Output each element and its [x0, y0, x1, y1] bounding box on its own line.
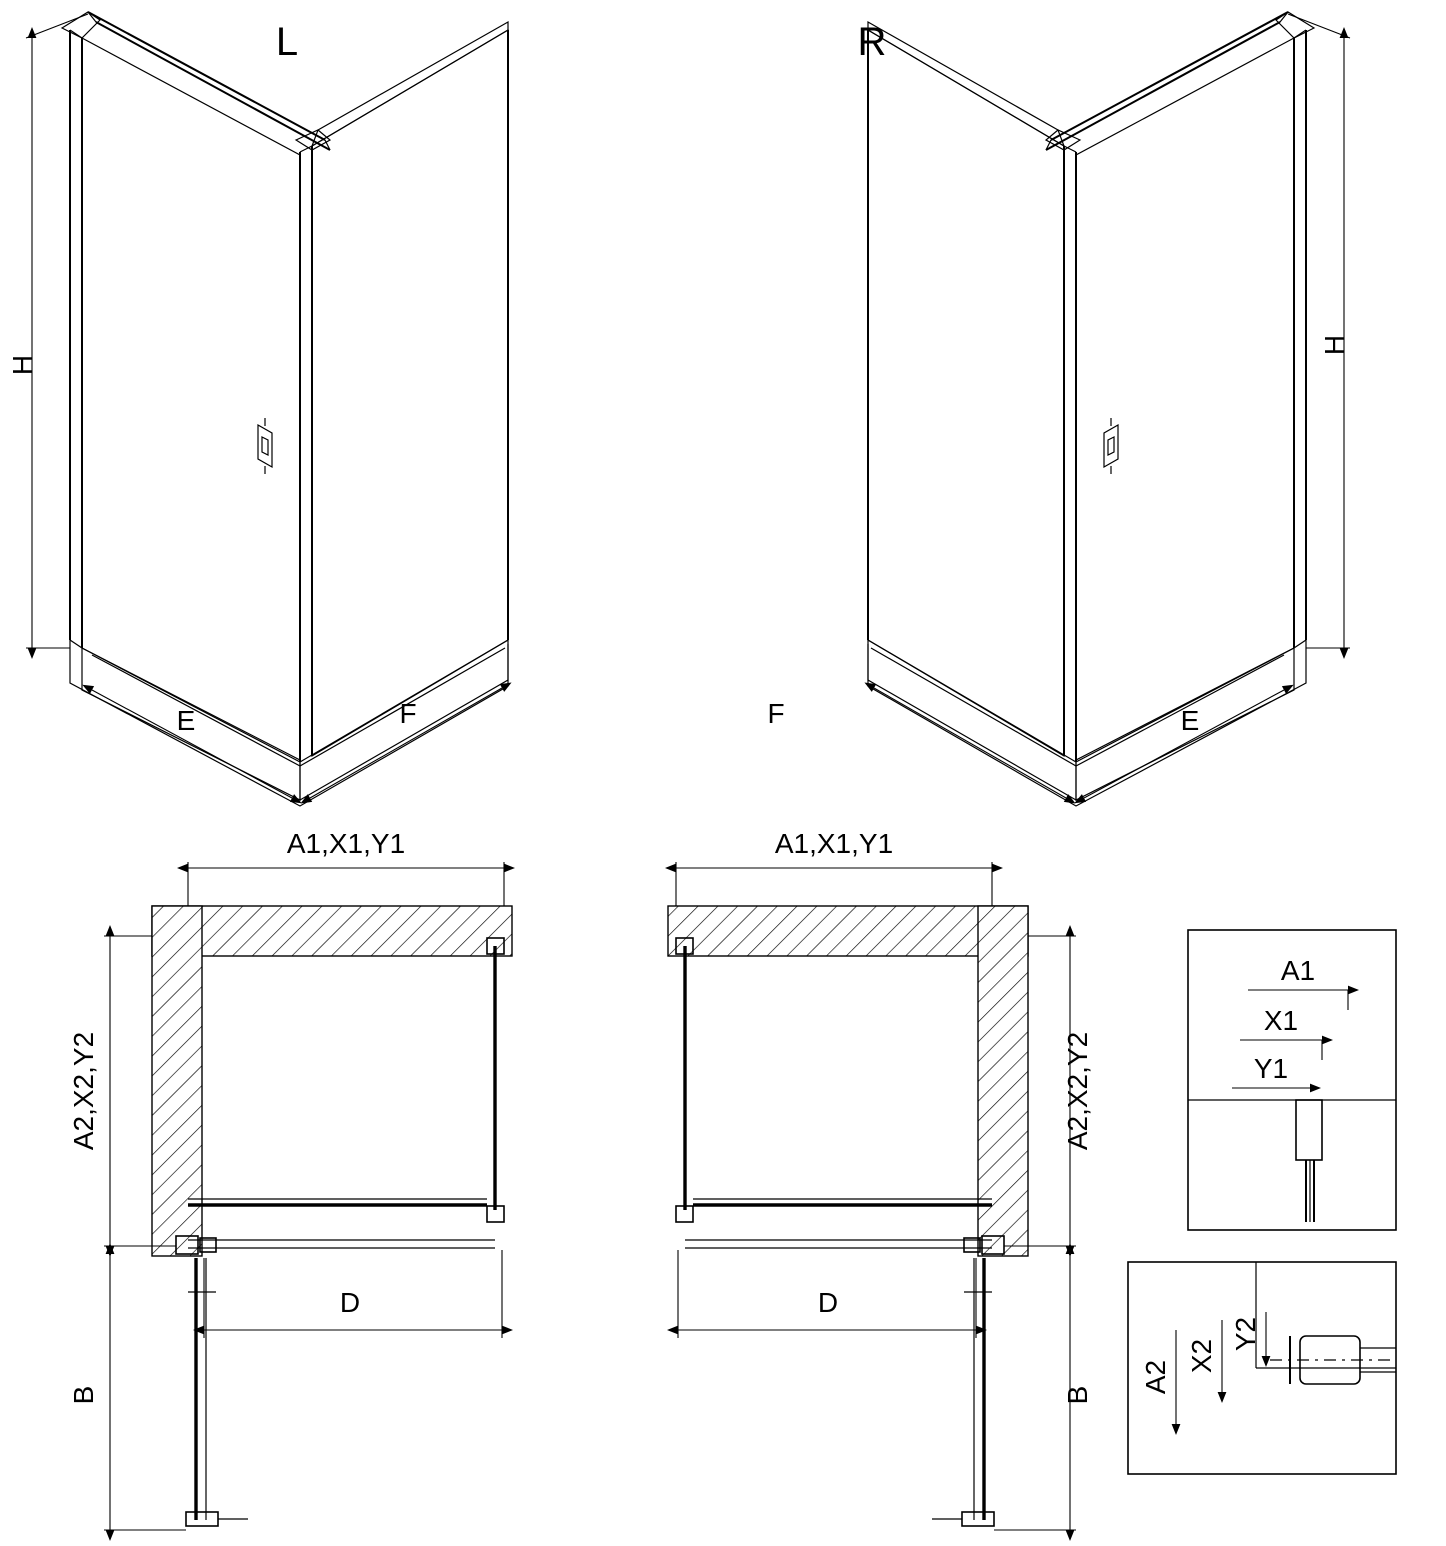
label-f-left: F — [399, 698, 417, 729]
plan-right-top-dim-label: A1,X1,Y1 — [774, 828, 894, 859]
label-height-left: H — [7, 354, 38, 376]
label-f-right: F — [767, 698, 785, 729]
plan-right-swing-dim-label: B — [1062, 1385, 1093, 1405]
detail-bottom-label-a2: A2 — [1140, 1359, 1171, 1395]
dimension-e-right — [1084, 690, 1284, 798]
plan-view-right — [668, 828, 1093, 1530]
dimension-f-right — [767, 688, 1066, 798]
isometric-view-right — [767, 12, 1350, 806]
label-e-right: E — [1180, 705, 1200, 736]
detail-top-label-a1: A1 — [1280, 955, 1316, 986]
plan-left-door-dim-label: D — [339, 1287, 361, 1318]
detail-view-bottom — [1128, 1262, 1396, 1474]
detail-bottom-label-x2: X2 — [1186, 1338, 1217, 1374]
detail-bottom-label-y2: Y2 — [1230, 1316, 1261, 1352]
detail-view-top — [1188, 930, 1396, 1230]
dimension-height-right — [1288, 14, 1350, 648]
plan-right-side-dim-label: A2,X2,Y2 — [1062, 1031, 1093, 1151]
plan-left-side-dim-label: A2,X2,Y2 — [68, 1031, 99, 1151]
door-handle-left — [258, 418, 272, 474]
isometric-view-left — [7, 12, 508, 806]
detail-top-label-x1: X1 — [1263, 1005, 1299, 1036]
detail-top-label-y1: Y1 — [1253, 1053, 1289, 1084]
label-e-left: E — [176, 705, 196, 736]
dimension-height-left — [7, 14, 88, 648]
view-title-right: R — [857, 20, 887, 64]
label-height-right: H — [1319, 334, 1350, 356]
plan-right-door-dim-label: D — [817, 1287, 839, 1318]
dimension-e-left — [92, 690, 292, 798]
plan-view-left — [68, 828, 512, 1530]
plan-left-swing-dim-label: B — [68, 1385, 99, 1405]
view-title-left: L — [275, 20, 299, 64]
door-handle-right — [1104, 418, 1118, 474]
plan-left-top-dim-label: A1,X1,Y1 — [286, 828, 406, 859]
